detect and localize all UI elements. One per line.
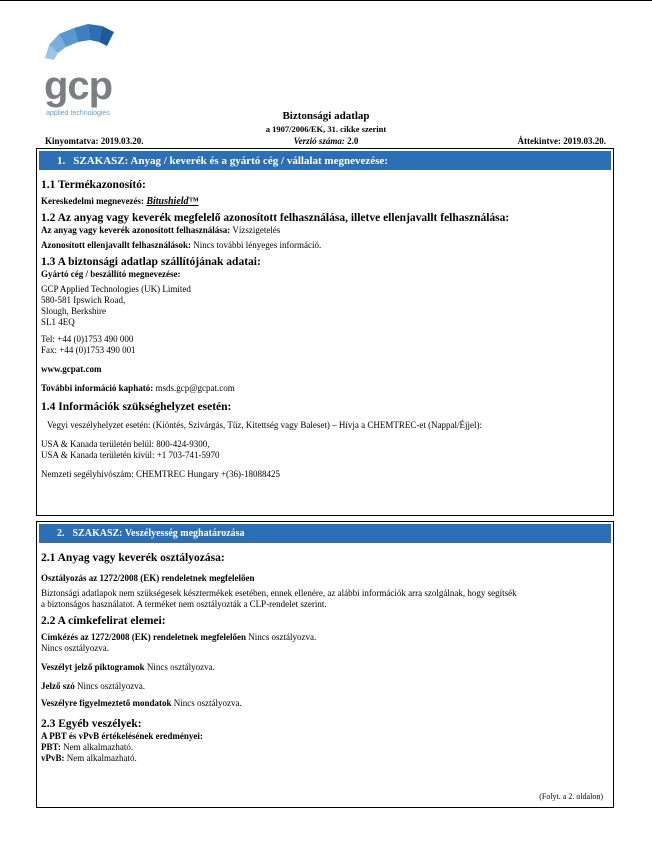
printed-date: Kinyomtatva: 2019.03.20. bbox=[45, 136, 144, 146]
signal-word-value: Nincs osztályozva. bbox=[77, 681, 145, 691]
heading-1-3: 1.3 A biztonsági adatlap szállítójának adatai: bbox=[41, 256, 261, 268]
section-1-title: SZAKASZ: Anyag / keverék és a gyártó cég / vállalat megnevezése: bbox=[73, 154, 388, 167]
labelling-value: Nincs osztályozva. bbox=[248, 632, 317, 642]
heading-1-4: 1.4 Információk szükséghelyzet esetén: bbox=[41, 401, 232, 413]
address-line-1: GCP Applied Technologies (UK) Limited bbox=[41, 284, 191, 294]
continued-note: (Folyt. a 2. oldalon) bbox=[539, 792, 603, 801]
info-email-link[interactable]: msds.gcp@gcpat.com bbox=[155, 383, 235, 393]
trade-name-value: Bitushield™ bbox=[146, 196, 199, 207]
version-label: Verzió száma: bbox=[293, 136, 345, 146]
hazard-statements-label: Veszélyre figyelmeztető mondatok bbox=[41, 698, 172, 708]
vpvb-value: Nem alkalmazható. bbox=[66, 753, 137, 763]
section-1-header bbox=[39, 151, 611, 170]
logo-subtitle: applied technologies bbox=[46, 110, 110, 117]
heading-1-1: 1.1 Termékazonosító: bbox=[41, 179, 146, 191]
top-rule bbox=[0, 0, 652, 1]
section-2-title: SZAKASZ: Veszélyesség meghatározása bbox=[72, 528, 245, 539]
trade-name-label: Kereskedelmi megnevezés: bbox=[41, 196, 145, 206]
section-1 bbox=[36, 148, 614, 516]
document-subtitle: a 1907/2006/EK, 31. cikke szerint bbox=[265, 124, 387, 134]
usa-inside: USA & Kanada területén belül: 800-424-9300, bbox=[41, 439, 210, 449]
section-2-number: 2. bbox=[57, 528, 65, 539]
manufacturer-label: Gyártó cég / beszállító megnevezése: bbox=[41, 269, 181, 279]
classification-text-2: a biztonságos használatot. A terméket nem osztályozták a CLP-rendelet szerint. bbox=[41, 599, 327, 609]
labelling-label: Címkézés az 1272/2008 (EK) rendeletnek megfelelően bbox=[41, 632, 247, 642]
heading-2-3: 2.3 Egyéb veszélyek: bbox=[41, 718, 142, 730]
use-label: Az anyag vagy keverék azonosított felhasználása: bbox=[41, 225, 231, 235]
heading-1-2: 1.2 Az anyag vagy keverék megfelelő azonosított felhasználása, illetve ellenjavallt felhasználása: bbox=[41, 212, 510, 224]
address-line-4: SL1 4EQ bbox=[41, 317, 75, 327]
version-value: 2.0 bbox=[347, 136, 359, 146]
pictogram-label: Veszélyt jelző piktogramok bbox=[41, 662, 145, 672]
pbt-value: Nem alkalmazható. bbox=[63, 742, 134, 752]
contra-value: Nincs további lényeges információ. bbox=[193, 240, 322, 250]
document-title: Biztonsági adatlap bbox=[282, 110, 370, 122]
emergency-text: Vegyi veszélyhelyzet esetén: (Kiöntés, Szivárgás, Tűz, Kitettség vagy Baleset) – Hívja a CHEMTREC-et (Nappal/Éjjel): bbox=[47, 420, 483, 430]
section-2 bbox=[36, 521, 614, 808]
address-line-3: Slough, Berkshire bbox=[41, 306, 106, 316]
website-link[interactable]: www.gcpat.com bbox=[41, 364, 102, 374]
heading-2-2: 2.2 A címkefelirat elemei: bbox=[41, 615, 166, 627]
section-1-number: 1. bbox=[57, 154, 66, 167]
contra-label: Azonosított ellenjavallt felhasználások: bbox=[41, 240, 191, 250]
classification-label: Osztályozás az 1272/2008 (EK) rendeletnek megfelelően bbox=[41, 573, 255, 583]
pictogram-value: Nincs osztályozva. bbox=[146, 662, 215, 672]
national-emergency: Nemzeti segélyhívószám: CHEMTREC Hungary +(36)-18088425 bbox=[41, 469, 281, 479]
labelling-value-2: Nincs osztályozva. bbox=[41, 643, 109, 653]
pbt-heading: A PBT és vPvB értékelésének eredményei: bbox=[41, 731, 203, 741]
pbt-label: PBT: bbox=[41, 742, 61, 752]
heading-2-1: 2.1 Anyag vagy keverék osztályozása: bbox=[41, 552, 225, 564]
telephone: Tel: +44 (0)1753 490 000 bbox=[41, 334, 134, 344]
hazard-statements-value: Nincs osztályozva. bbox=[173, 698, 242, 708]
section-2-header bbox=[39, 524, 611, 543]
use-value: Vízszigetelés bbox=[232, 225, 281, 235]
info-label: További információ kapható: bbox=[41, 383, 154, 393]
classification-text-1: Biztonsági adatlapok nem szükségesek késztermékek esetében, ennek ellenére, az alábbi információk arra szolgálnak, hogy segítsék bbox=[41, 588, 517, 598]
vpvb-label: vPvB: bbox=[41, 753, 65, 763]
address-line-2: 580-581 Ipswich Road, bbox=[41, 295, 126, 305]
revised-date: Áttekintve: 2019.03.20. bbox=[517, 136, 606, 146]
usa-outside: USA & Kanada területén kívül: +1 703-741-5970 bbox=[41, 450, 220, 460]
signal-word-label: Jelző szó bbox=[41, 681, 75, 691]
logo-text: gcp bbox=[44, 64, 113, 108]
fax: Fax: +44 (0)1753 490 001 bbox=[41, 345, 136, 355]
